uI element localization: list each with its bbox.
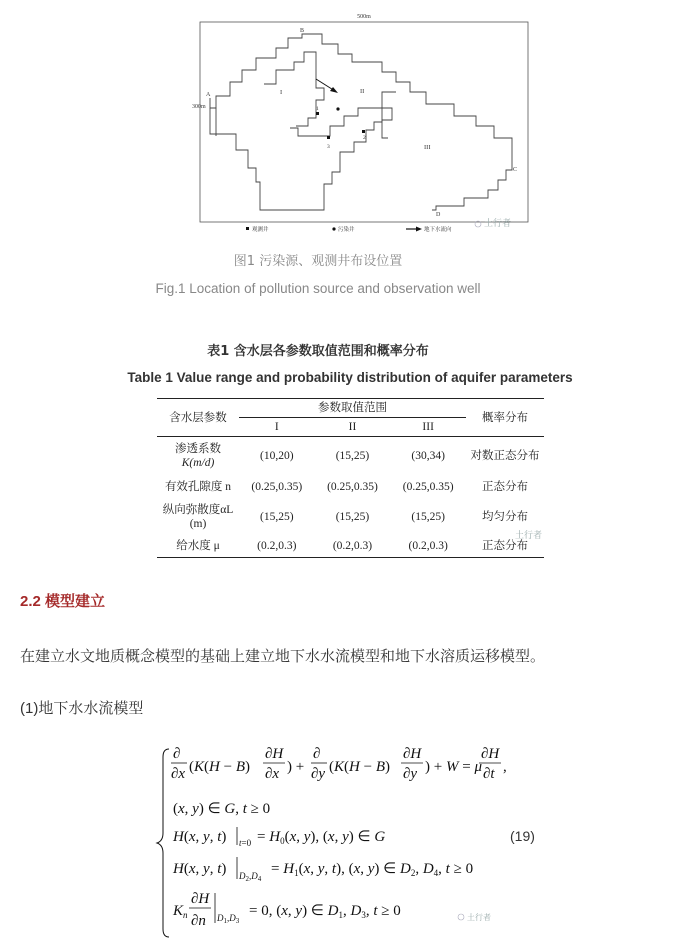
table-row [157, 499, 544, 535]
header-param: 含水层参数 [157, 399, 239, 437]
section-heading: 2.2 模型建立 [20, 593, 106, 610]
dist-cell: 正态分布 [482, 481, 528, 493]
svg-text:) +: ) + [287, 759, 305, 775]
svg-text:,: , [503, 759, 507, 775]
param-cell: 有效孔隙度 n [164, 481, 232, 493]
svg-text:H(x, y, t): H(x, y, t) [173, 829, 227, 845]
equation-number: (19) [510, 828, 535, 844]
value-cell: (15,25) [411, 511, 445, 523]
value-cell: (15,25) [335, 450, 370, 462]
legend-pollution-label: 污染井 [338, 227, 355, 233]
header-zone-3: III [390, 418, 466, 437]
point-label-c: C [513, 167, 518, 173]
figure-caption-en: Fig.1 Location of pollution source and observation well [155, 281, 481, 296]
equation-line-4 [172, 857, 473, 883]
flow-arrow-head [330, 87, 338, 93]
equation-line-1 [171, 746, 507, 782]
svg-text:∂t: ∂t [483, 766, 495, 782]
figure-watermark: 土行者 [484, 219, 512, 229]
table-row [157, 475, 544, 499]
well-1-label: 1 [316, 106, 319, 112]
zone-divider-left [210, 108, 216, 136]
svg-text:∂x: ∂x [265, 766, 280, 782]
legend-flow-label: 地下水流向 [424, 227, 452, 233]
header-zone-1: I [239, 418, 315, 437]
dist-value: 正态分布 [482, 540, 528, 552]
param-name: 渗透系数 [175, 443, 221, 455]
table-title-en: Table 1 Value range and probability distribution of aquifer parameters [127, 370, 573, 385]
equation-line-5 [172, 891, 401, 929]
well-2-label: 2 [363, 135, 366, 141]
zone-divider-middle [264, 52, 324, 126]
legend-pollution-icon [332, 227, 335, 230]
well-1-marker [316, 112, 319, 115]
svg-text:H(x, y, t): H(x, y, t) [173, 861, 227, 877]
param-name: 纵向弥散度αL [162, 504, 234, 516]
param-unit: K(m/d) [181, 457, 215, 469]
svg-text:∂: ∂ [173, 746, 181, 762]
svg-text:Kn: $K_n$ [173, 903, 188, 920]
dist-cell: 均匀分布 [482, 511, 528, 523]
table-row [157, 437, 544, 476]
site-map-figure [192, 8, 532, 240]
equation-watermark-icon [458, 914, 464, 920]
dist-cell: 对数正态分布 [470, 450, 540, 462]
point-label-d: D [436, 212, 441, 218]
sub-heading: (1)地下水水流模型 [20, 700, 144, 717]
value-cell: (15,25) [260, 511, 294, 523]
zone-divider-inner [290, 108, 382, 136]
svg-text:t=0: t=0 [239, 838, 252, 848]
svg-text:∂H: ∂H [403, 746, 422, 762]
param-unit: (m) [189, 518, 207, 530]
header-range: 参数取值范围 [239, 399, 466, 418]
equation-line-3 [172, 827, 385, 848]
equation-left-brace [157, 749, 169, 937]
svg-text:∂x: ∂x [171, 766, 186, 782]
well-3-label: 3 [327, 144, 330, 150]
svg-text:D1,D3: $D_1,D_3$ [217, 913, 240, 925]
pollution-well-marker [336, 107, 339, 110]
zone-outer-boundary [210, 34, 512, 210]
point-label-b: B [300, 28, 305, 34]
equation-line-2: (x, y) ∈ G, t ≥ 0 [173, 801, 271, 817]
param-cell: 给水度 μ [176, 540, 220, 552]
value-cell: (0.25,0.35) [327, 481, 378, 493]
svg-text:= 0, (x, y) ∈ D1, D3, t ≥ 0: = 0, (x, y) ∈ $D_1$, $D_3$, t ≥ 0 [249, 903, 401, 920]
svg-text:= H1(x, y, t), (x, y) ∈ D2, D4: = $H_1(x$, y, t), (x, y) ∈ $D_2$, $D_4$, t ≥ 0 [271, 861, 474, 878]
figure-caption-cn: 图1 污染源、观测井布设位置 [233, 254, 403, 269]
well-2-marker [362, 130, 365, 133]
legend-observation-icon [246, 227, 249, 230]
width-label: 500m [357, 14, 371, 20]
svg-text:∂H: ∂H [481, 746, 500, 762]
param-cell [157, 437, 239, 476]
svg-text:∂y: ∂y [311, 766, 326, 782]
svg-text:∂n⃗: ∂n⃗ [191, 913, 218, 929]
value-cell: (30,34) [411, 450, 445, 462]
body-paragraph: 在建立水文地质概念模型的基础上建立地下水水流模型和地下水溶质运移模型。 [20, 647, 546, 665]
table-title-cn: 表1 含水层各参数取值范围和概率分布 [207, 344, 429, 359]
table-header-row [157, 399, 544, 418]
height-label: 300m [192, 104, 206, 110]
site-boundary-rect [200, 22, 528, 222]
zone-label-2: II [360, 88, 365, 95]
well-3-marker [327, 136, 330, 139]
table-row [157, 535, 544, 558]
svg-text:D2,D4: $D_2,D_4$ [239, 871, 262, 883]
value-cell: (0.25,0.35) [402, 481, 454, 493]
legend-flow-arrowhead [416, 227, 422, 232]
legend-observation-label: 观测井 [252, 227, 269, 233]
zone-divider-right [382, 108, 392, 138]
value-cell: (0.25,0.35) [251, 481, 303, 493]
param-cell [157, 499, 239, 535]
zone-divider-lower [210, 92, 396, 210]
dist-cell [466, 531, 544, 558]
svg-text:∂y: ∂y [403, 766, 418, 782]
svg-text:(K(H − B): (K(H − B) [329, 759, 390, 775]
value-cell: (0.2,0.3) [408, 540, 448, 552]
flow-equations [155, 745, 555, 940]
value-cell: (0.2,0.3) [332, 540, 373, 552]
svg-text:∂H: ∂H [191, 891, 210, 907]
svg-text:∂: ∂ [313, 746, 321, 762]
svg-text:∂H: ∂H [265, 746, 284, 762]
value-cell: (15,25) [335, 511, 370, 523]
svg-text:) + W = μ: ) + W = μ [425, 759, 482, 775]
zone-label-1: I [280, 89, 283, 96]
value-cell: (0.2,0.3) [257, 540, 297, 552]
value-cell: (10,20) [260, 450, 294, 462]
header-dist: 概率分布 [466, 399, 544, 437]
parameter-table [157, 398, 544, 558]
svg-text:(K(H − B): (K(H − B) [189, 759, 250, 775]
table-watermark: 土行者 [514, 531, 542, 541]
header-zone-2: II [315, 418, 391, 437]
zone-label-3: III [424, 144, 431, 151]
equation-watermark: 土行者 [467, 913, 491, 922]
point-label-a: A [206, 92, 211, 98]
svg-text:= H0(x, y), (x, y) ∈ G: = $H_0(x$, y), (x, y) ∈ G [257, 829, 386, 846]
